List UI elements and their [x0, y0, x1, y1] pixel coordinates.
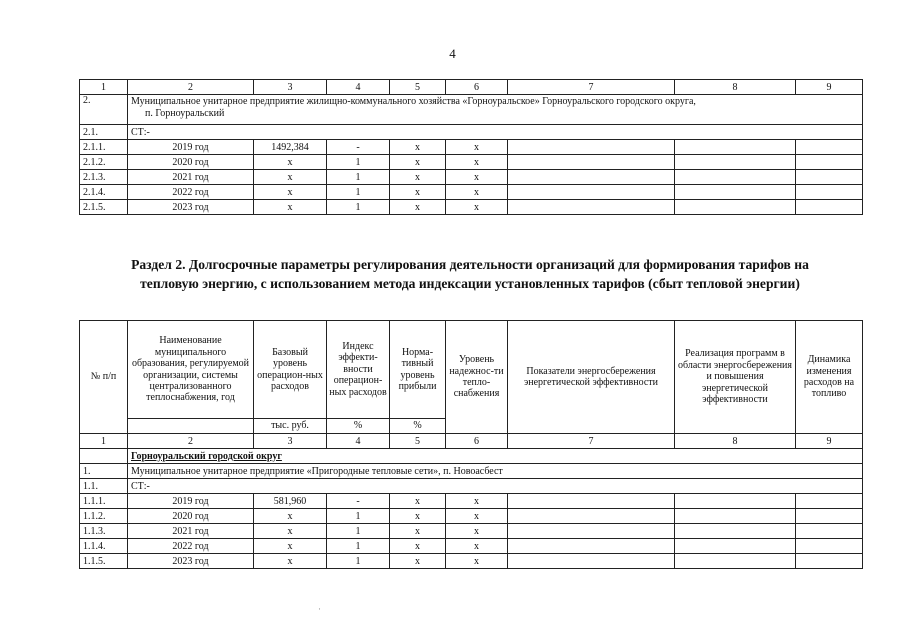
table-row: [80, 140, 863, 155]
scan-artifact: ·: [318, 604, 321, 614]
reliability-cell: х: [446, 140, 508, 155]
page-number: 4: [449, 46, 456, 61]
unit-empty: [128, 419, 254, 434]
empty-cell: [675, 155, 796, 170]
table-row: [80, 200, 863, 215]
empty-cell: [796, 539, 863, 554]
empty-cell: [675, 554, 796, 569]
profit-cell: х: [390, 170, 446, 185]
table-row: [80, 185, 863, 200]
row-number: 1.1.3.: [80, 524, 128, 539]
row-number: 2.1.5.: [80, 200, 128, 215]
district-name: [128, 449, 863, 464]
empty-cell: [796, 554, 863, 569]
empty-cell: [80, 449, 128, 464]
reliability-cell: х: [446, 200, 508, 215]
organization-name: Муниципальное унитарное предприятие «Пригородные тепловые сети», п. Новоасбест: [128, 464, 863, 479]
row-number: 2.1.1.: [80, 140, 128, 155]
year-cell: 2021 год: [128, 524, 254, 539]
system-row: [80, 125, 863, 140]
unit-profit: %: [390, 419, 446, 434]
empty-cell: [675, 170, 796, 185]
col-number: 3: [254, 80, 327, 95]
district-label: Горноуральский городской округ: [131, 450, 282, 462]
profit-cell: х: [390, 155, 446, 170]
col-number: 4: [327, 80, 390, 95]
base-cost-cell: 1492,384: [254, 140, 327, 155]
organization-row: [80, 95, 863, 125]
efficiency-index-cell: 1: [327, 539, 390, 554]
empty-cell: [508, 185, 675, 200]
year-cell: 2020 год: [128, 155, 254, 170]
empty-cell: [796, 170, 863, 185]
row-number: 2.: [80, 95, 128, 125]
empty-cell: [675, 200, 796, 215]
year-cell: 2023 год: [128, 554, 254, 569]
col-number: 2: [128, 80, 254, 95]
profit-cell: х: [390, 509, 446, 524]
year-cell: 2019 год: [128, 494, 254, 509]
empty-cell: [675, 185, 796, 200]
section-title: [60, 255, 880, 293]
profit-cell: х: [390, 140, 446, 155]
base-cost-cell: х: [254, 155, 327, 170]
header-profit: Норма-тивный уровень прибыли: [390, 321, 446, 419]
empty-cell: [796, 185, 863, 200]
table-row: [80, 155, 863, 170]
system-label: СТ:-: [128, 479, 863, 494]
header-programs: Реализация программ в области энергосбережения и повышения энергетической эффективности: [675, 321, 796, 434]
col-number: 5: [390, 434, 446, 449]
col-number: 2: [128, 434, 254, 449]
efficiency-index-cell: -: [327, 140, 390, 155]
unit-base-cost: тыс. руб.: [254, 419, 327, 434]
efficiency-index-cell: 1: [327, 155, 390, 170]
empty-cell: [508, 554, 675, 569]
efficiency-index-cell: 1: [327, 509, 390, 524]
profit-cell: х: [390, 494, 446, 509]
table-row: [80, 494, 863, 509]
header-base-cost: Базовый уровень операцион-ных расходов: [254, 321, 327, 419]
col-number: 9: [796, 80, 863, 95]
table-row: [80, 170, 863, 185]
empty-cell: [508, 539, 675, 554]
row-number: 1.: [80, 464, 128, 479]
column-number-row: [80, 80, 863, 95]
col-number: 6: [446, 434, 508, 449]
row-number: 2.1.4.: [80, 185, 128, 200]
efficiency-index-cell: 1: [327, 185, 390, 200]
organization-name-line1: Муниципальное унитарное предприятие жилищно-коммунального хозяйства «Горноуральское» Горноуральского городского округа,: [131, 96, 696, 107]
year-cell: 2019 год: [128, 140, 254, 155]
unit-efficiency-index: %: [327, 419, 390, 434]
base-cost-cell: х: [254, 185, 327, 200]
empty-cell: [796, 494, 863, 509]
reliability-cell: х: [446, 170, 508, 185]
column-number-row: [80, 434, 863, 449]
empty-cell: [508, 170, 675, 185]
tariff-parameters-table: [79, 320, 863, 569]
profit-cell: х: [390, 554, 446, 569]
empty-cell: [796, 200, 863, 215]
header-fuel-dynamics: Динамика изменения расходов на топливо: [796, 321, 863, 434]
row-number: 1.1.: [80, 479, 128, 494]
row-number: 1.1.5.: [80, 554, 128, 569]
base-cost-cell: х: [254, 200, 327, 215]
efficiency-index-cell: 1: [327, 524, 390, 539]
empty-cell: [796, 509, 863, 524]
year-cell: 2023 год: [128, 200, 254, 215]
year-cell: 2022 год: [128, 185, 254, 200]
reliability-cell: х: [446, 539, 508, 554]
year-cell: 2020 год: [128, 509, 254, 524]
col-number: 9: [796, 434, 863, 449]
col-number: 5: [390, 80, 446, 95]
empty-cell: [796, 140, 863, 155]
row-number: 2.1.: [80, 125, 128, 140]
empty-cell: [508, 524, 675, 539]
base-cost-cell: х: [254, 554, 327, 569]
organization-name: [128, 95, 863, 125]
empty-cell: [508, 155, 675, 170]
row-number: 2.1.3.: [80, 170, 128, 185]
system-label: СТ:-: [128, 125, 863, 140]
tariff-table-continuation: [79, 79, 863, 215]
profit-cell: х: [390, 200, 446, 215]
empty-cell: [675, 539, 796, 554]
table-row: [80, 509, 863, 524]
row-number: 2.1.2.: [80, 155, 128, 170]
base-cost-cell: х: [254, 539, 327, 554]
col-number: 6: [446, 80, 508, 95]
profit-cell: х: [390, 539, 446, 554]
table-row: [80, 539, 863, 554]
reliability-cell: х: [446, 494, 508, 509]
col-number: 3: [254, 434, 327, 449]
reliability-cell: х: [446, 155, 508, 170]
empty-cell: [675, 509, 796, 524]
empty-cell: [675, 524, 796, 539]
reliability-cell: х: [446, 509, 508, 524]
table-row: [80, 554, 863, 569]
empty-cell: [508, 200, 675, 215]
empty-cell: [675, 140, 796, 155]
system-row: [80, 479, 863, 494]
row-number: 1.1.4.: [80, 539, 128, 554]
table-row: [80, 524, 863, 539]
base-cost-cell: 581,960: [254, 494, 327, 509]
section-title-line1: Раздел 2. Долгосрочные параметры регулирования деятельности организаций для формирования тарифов на: [131, 257, 809, 272]
header-efficiency-index: Индекс эффекти-вности операцион-ных расходов: [327, 321, 390, 419]
efficiency-index-cell: 1: [327, 170, 390, 185]
row-number: 1.1.2.: [80, 509, 128, 524]
reliability-cell: х: [446, 185, 508, 200]
col-number: 1: [80, 80, 128, 95]
reliability-cell: х: [446, 524, 508, 539]
row-number: 1.1.1.: [80, 494, 128, 509]
empty-cell: [508, 494, 675, 509]
header-row: [80, 321, 863, 419]
efficiency-index-cell: 1: [327, 200, 390, 215]
profit-cell: х: [390, 185, 446, 200]
base-cost-cell: х: [254, 524, 327, 539]
header-energy-saving: Показатели энергосбережения энергетической эффективности: [508, 321, 675, 434]
empty-cell: [508, 140, 675, 155]
col-number: 1: [80, 434, 128, 449]
col-number: 8: [675, 80, 796, 95]
section-title-line2: тепловую энергию, с использованием метода индексации установленных тарифов (сбыт тепловой энергии): [140, 276, 800, 291]
header-number: № п/п: [80, 321, 128, 434]
year-cell: 2022 год: [128, 539, 254, 554]
organization-row: [80, 464, 863, 479]
reliability-cell: х: [446, 554, 508, 569]
district-row: [80, 449, 863, 464]
header-reliability: Уровень надежнос-ти тепло-снабжения: [446, 321, 508, 434]
empty-cell: [796, 524, 863, 539]
efficiency-index-cell: 1: [327, 554, 390, 569]
col-number: 7: [508, 434, 675, 449]
empty-cell: [675, 494, 796, 509]
empty-cell: [796, 155, 863, 170]
col-number: 4: [327, 434, 390, 449]
empty-cell: [508, 509, 675, 524]
profit-cell: х: [390, 524, 446, 539]
efficiency-index-cell: -: [327, 494, 390, 509]
col-number: 8: [675, 434, 796, 449]
year-cell: 2021 год: [128, 170, 254, 185]
base-cost-cell: х: [254, 170, 327, 185]
header-name: Наименование муниципального образования, регулируемой организации, системы централизованного теплоснабжения, год: [128, 321, 254, 419]
base-cost-cell: х: [254, 509, 327, 524]
organization-name-line2: п. Горноуральский: [145, 108, 225, 119]
col-number: 7: [508, 80, 675, 95]
